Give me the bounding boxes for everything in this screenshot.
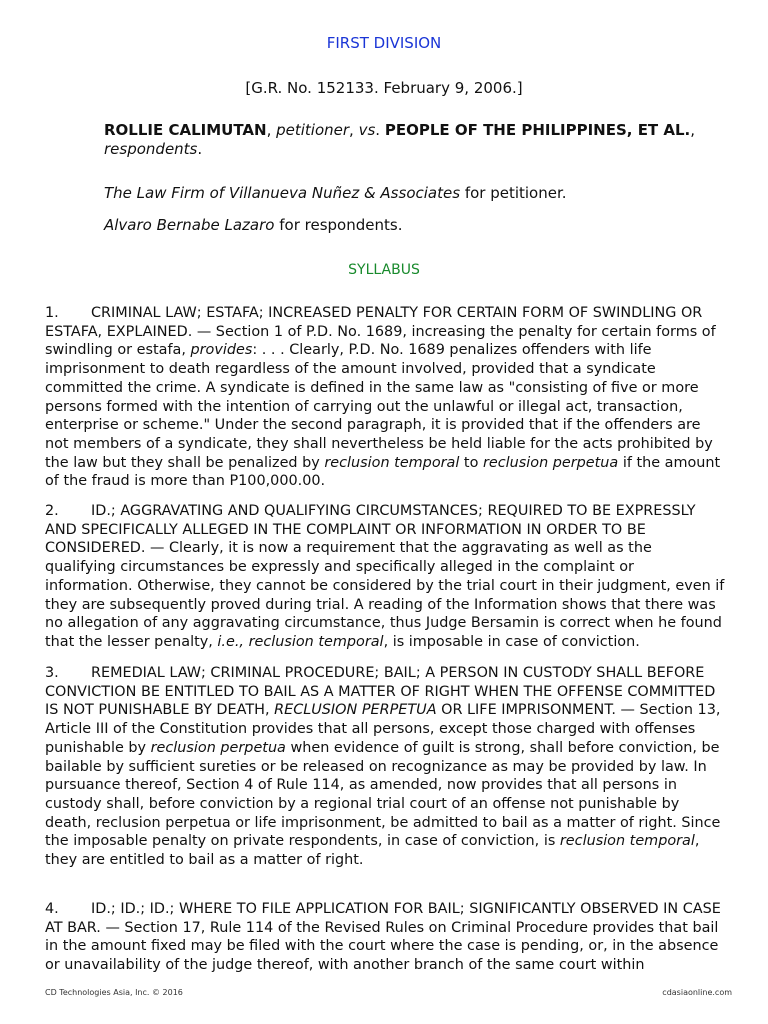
syllabus-paragraph-4 [45,900,725,975]
paragraph-italic: reclusion temporal [559,833,695,850]
syllabus-paragraph-2 [45,502,725,652]
paragraph-text: CRIMINAL LAW; ESTAFA; INCREASED PENALTY FOR CERTAIN FORM OF SWINDLING OR ESTAFA, EXPLAINED. — Section 1 of P.D. No. 1689, increasing the penalty for certain forms of swindling or estafa, [45,305,716,359]
paragraph-italic: provides [190,342,253,359]
paragraph-italic: RECLUSION PERPETUA [274,702,437,719]
case-caption: ROLLIE CALIMUTAN, petitioner, vs. PEOPLE OF THE PHILIPPINES, ET AL., respondents. [104,121,696,158]
petitioner-counsel: The Law Firm of Villanueva Nuñez & Associates [104,184,461,202]
paragraph-text: to [459,454,483,471]
paragraph-text: REMEDIAL LAW; CRIMINAL PROCEDURE; BAIL; A PERSON IN CUSTODY SHALL BEFORE CONVICTION BE ENTITLED TO BAIL AS A MATTER OF RIGHT WHEN THE OFFENSE COMMITTED IS NOT PUNISHABLE BY DEATH, [45,665,716,719]
syllabus-paragraph-1 [45,304,725,491]
paragraph-italic: reclusion temporal [324,454,460,471]
versus-label: vs [358,121,376,139]
respondent-counsel-suffix: for respondents. [279,216,403,234]
paragraph-number: 4. [45,901,59,917]
paragraph-number: 2. [45,503,59,519]
paragraph-text: if the amount of the fraud is more than P100,000.00. [45,454,721,490]
paragraph-text: OR LIFE IMPRISONMENT. — Section 13, Article III of the Constitution provides that all persons, except those charged with offenses punishable by [45,702,721,756]
division-heading: FIRST DIVISION [326,34,442,52]
paragraph-number: 3. [45,665,59,681]
paragraph-text: : . . . Clearly, P.D. No. 1689 penalizes offenders with life imprisonment to death regardless of the amount involved, provided that a syndicate committed the crime. A syndicate is defined in the same law as "consisting of five or more persons formed with the intention of carrying out the unlawful or illegal act, transaction, enterprise or scheme." Under the second paragraph, it is provided that if the offenders are not members of a syndicate, they shall nevertheless be held liable for the acts prohibited by the law but they shall be penalized by [45,342,713,471]
petitioner-name: ROLLIE CALIMUTAN [104,121,267,139]
paragraph-text: ID.; ID.; ID.; WHERE TO FILE APPLICATION FOR BAIL; SIGNIFICANTLY OBSERVED IN CASE AT BAR. — Section 17, Rule 114 of the Revised Rules on Criminal Procedure provides that bail in the amount fixed may be filed with the court where the case is pending, or, in the absence or unavailability of the judge thereof, with another branch of the same court within [45,901,721,974]
petitioner-role: petitioner [276,121,350,139]
petitioner-counsel-suffix: for petitioner. [464,184,567,202]
petitioner-counsel-line [104,184,704,203]
respondent-name: PEOPLE OF THE PHILIPPINES, ET AL. [384,121,691,139]
paragraph-italic: reclusion perpetua [150,739,286,756]
syllabus-paragraph-3 [45,664,725,870]
respondent-counsel: Alvaro Bernabe Lazaro [104,216,275,234]
paragraph-text: when evidence of guilt is strong, shall before conviction, be bailable by sufficient sureties or be released on recognizance as may be provided by law. In pursuance thereof, Section 4 of Rule 114, as amended, now provides that all persons in custody shall, before conviction by a regional trial court of an offense not punishable by death, reclusion perpetua or life imprisonment, be admitted to bail as a matter of right. Since the imposable penalty on private respondents, in case of conviction, is [45,739,721,850]
paragraph-italic: reclusion perpetua [482,454,619,471]
paragraph-text: , they are entitled to bail as a matter of right. [45,833,700,869]
paragraph-italic: i.e., reclusion temporal [217,633,384,650]
footer-copyright: CD Technologies Asia, Inc. © 2016 [45,988,183,997]
paragraph-text: ID.; AGGRAVATING AND QUALIFYING CIRCUMSTANCES; REQUIRED TO BE EXPRESSLY AND SPECIFICALLY ALLEGED IN THE COMPLAINT OR INFORMATION IN ORDER TO BE CONSIDERED. — Clearly, it is now a requirement that the aggravating as well as the qualifying circumstances be expressly and specifically alleged in the complaint or information. Otherwise, they cannot be considered by the trial court in their judgment, even if they are subsequently proved during trial. A reading of the Information shows that there was no allegation of any aggravating circumstance, thus Judge Bersamin is correct when he found that the lesser penalty, [45,503,725,650]
syllabus-heading: SYLLABUS [348,262,420,278]
paragraph-number: 1. [45,305,59,321]
footer-website: cdasiaonline.com [662,988,732,997]
respondent-counsel-line [104,216,704,235]
paragraph-text: , is imposable in case of conviction. [383,633,640,650]
case-number: [G.R. No. 152133. February 9, 2006.] [245,79,523,97]
respondent-role: respondents [104,140,198,158]
